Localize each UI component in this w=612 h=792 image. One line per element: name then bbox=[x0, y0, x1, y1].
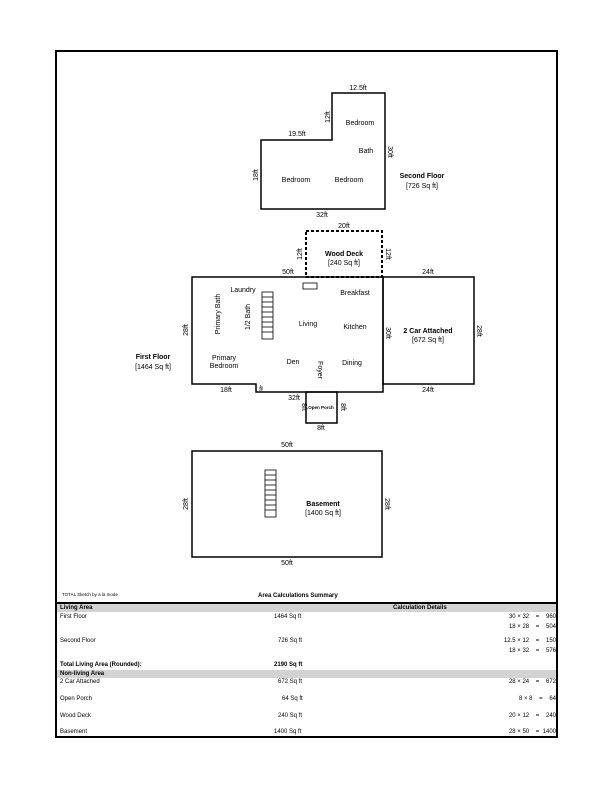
room-bedroom-top: Bedroom bbox=[345, 120, 375, 127]
stairs-basement bbox=[265, 470, 276, 517]
dim-garage-top: 24ft bbox=[422, 269, 434, 276]
row-second-floor-area: 726 Sq ft bbox=[278, 638, 303, 644]
stairs-first-floor bbox=[262, 292, 273, 339]
area-wood-deck: [240 Sq ft] bbox=[328, 260, 360, 267]
label-garage: 2 Car Attached bbox=[403, 328, 453, 335]
dim-porch-bottom: 8ft bbox=[317, 425, 325, 432]
dim-second-left: 18ft bbox=[253, 169, 260, 181]
room-bedroom-left: Bedroom bbox=[281, 177, 311, 184]
nonliving-header: Non-living Area bbox=[60, 671, 105, 677]
dim-first-small-step: 4ft bbox=[257, 385, 263, 391]
row-second-floor-calc: 12.5 × 12 = 150 18 × 32 = 576 bbox=[503, 638, 556, 654]
row-second-floor-name: Second Floor bbox=[60, 638, 96, 644]
dim-porch-right: 8ft bbox=[339, 403, 346, 411]
room-den: Den bbox=[286, 359, 300, 366]
room-dining: Dining bbox=[342, 360, 362, 367]
nonliving-header-bar bbox=[57, 670, 556, 678]
calc-details-header: Calculation Details bbox=[393, 605, 447, 611]
living-area-header-bar bbox=[57, 604, 556, 612]
area-first-floor: [1464 Sq ft] bbox=[135, 364, 171, 371]
total-living-label: Total Living Area (Rounded): bbox=[60, 662, 142, 668]
label-open-porch: Open Porch bbox=[308, 405, 334, 410]
label-wood-deck: Wood Deck bbox=[325, 251, 363, 258]
label-second-floor: Second Floor bbox=[399, 173, 445, 180]
room-bedroom-right: Bedroom bbox=[334, 177, 364, 184]
row-first-floor-calc: 30 × 32 = 960 18 × 28 = 504 bbox=[508, 614, 556, 630]
room-kitchen: Kitchen bbox=[343, 324, 367, 331]
total-living-value: 2190 Sq ft bbox=[274, 662, 303, 668]
dim-second-bottom: 32ft bbox=[316, 212, 328, 219]
dim-basement-left: 28ft bbox=[183, 498, 190, 510]
dim-basement-bottom: 50ft bbox=[281, 560, 293, 567]
label-basement: Basement bbox=[306, 501, 340, 508]
row-basement-name: Basement bbox=[60, 729, 88, 735]
room-bath: Bath bbox=[358, 148, 374, 155]
dim-garage-right: 28ft bbox=[475, 325, 482, 337]
row-basement-area: 1400 Sq ft bbox=[274, 729, 302, 735]
dim-first-bottom-left: 18ft bbox=[220, 387, 232, 394]
dim-garage-bottom: 24ft bbox=[422, 387, 434, 394]
row-deck-calc: 20 × 12 = 240 bbox=[508, 713, 556, 719]
row-garage-name: 2 Car Attached bbox=[60, 679, 100, 685]
dim-deck-right: 12ft bbox=[384, 248, 391, 260]
dim-porch-left: 8ft bbox=[300, 403, 307, 411]
living-area-header: Living Area bbox=[60, 605, 93, 611]
area-second-floor: [726 Sq ft] bbox=[406, 183, 438, 190]
area-garage: [672 Sq ft] bbox=[412, 337, 444, 344]
row-garage-area: 672 Sq ft bbox=[278, 679, 303, 685]
label-first-floor: First Floor bbox=[135, 354, 171, 361]
primary-bedroom-line: Primary bbox=[211, 355, 237, 362]
primary-bedroom-line: Bedroom bbox=[209, 363, 239, 370]
dim-second-step-v: 12ft bbox=[325, 111, 332, 123]
dim-second-right: 30ft bbox=[386, 146, 393, 158]
row-porch-calc: 8 × 8 = 64 bbox=[518, 696, 556, 702]
row-basement-calc: 28 × 50 = 1400 bbox=[508, 729, 556, 735]
dim-first-right: 30ft bbox=[384, 327, 391, 339]
room-primary-bath: Primary Bath bbox=[215, 293, 222, 335]
row-first-floor-name: First Floor bbox=[60, 614, 87, 620]
dim-second-step-h: 19.5ft bbox=[288, 131, 306, 138]
sketch-credit: TOTAL Sketch by a la mode bbox=[62, 592, 118, 597]
room-foyer: Foyer bbox=[316, 361, 323, 379]
area-basement: [1400 Sq ft] bbox=[305, 510, 341, 517]
row-porch-name: Open Porch bbox=[60, 696, 93, 702]
room-primary-bedroom bbox=[210, 355, 239, 370]
row-first-floor-area: 1464 Sq ft bbox=[274, 614, 302, 620]
dim-first-bottom-right: 32ft bbox=[288, 395, 300, 402]
dim-deck-left: 12ft bbox=[297, 248, 304, 260]
row-porch-area: 64 Sq ft bbox=[282, 696, 303, 702]
fireplace-symbol bbox=[303, 283, 317, 289]
dim-basement-right: 28ft bbox=[383, 498, 390, 510]
dim-basement-top: 50ft bbox=[281, 442, 293, 449]
row-deck-area: 240 Sq ft bbox=[278, 713, 303, 719]
row-deck-name: Wood Deck bbox=[60, 713, 91, 719]
summary-title: Area Calculations Summary bbox=[258, 593, 338, 599]
dim-second-top: 12.5ft bbox=[349, 85, 367, 92]
room-laundry: Laundry bbox=[230, 287, 256, 294]
dim-first-left: 28ft bbox=[183, 324, 190, 336]
room-living: Living bbox=[298, 321, 318, 328]
dim-deck-top: 20ft bbox=[338, 223, 350, 230]
room-half-bath: 1/2 Bath bbox=[245, 303, 252, 331]
dim-first-top: 50ft bbox=[282, 269, 294, 276]
basement-outline bbox=[192, 451, 382, 557]
room-breakfast: Breakfast bbox=[340, 290, 370, 297]
row-garage-calc: 28 × 24 = 672 bbox=[508, 679, 556, 685]
